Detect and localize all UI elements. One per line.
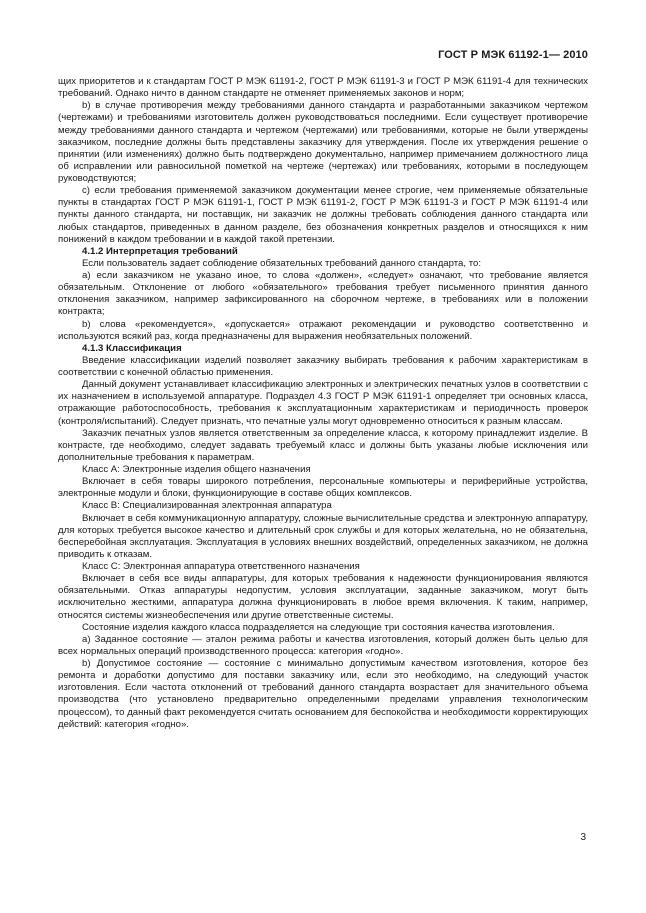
paragraph: Заказчик печатных узлов является ответственным за определение класса, к которому принадлежит изделие. В контрасте, где необходимо, следует задавать требуемый класс и должны быть указаны любые исключения или дополнительные требования к параметрам. — [58, 427, 588, 463]
section-heading: 4.1.2 Интерпретация требований — [82, 245, 238, 257]
document-header: ГОСТ Р МЭК 61192-1— 2010 — [438, 49, 588, 61]
document-body — [58, 76, 588, 731]
paragraph: Включает в себя все виды аппаратуры, для которых требования к надежности функционирования являются обязательными. Отказ аппаратуры недопустим, условия эксплуатации, заданные заказчиком, могут быть исключительно жесткими, аппаратура должна функционировать в любое время включения. К таким, например, относятся системы жизнеобеспечения или другие ответственные системы. — [58, 573, 588, 621]
paragraph: a) если заказчиком не указано иное, то слова «должен», «следует» означают, что требование является обязательным. Отклонение от любого «обязательного» требования требует письменного принятия данного отклонения заказчиком, например зафиксированного на сборочном чертеже, в требованиях или в положении контракта; — [58, 270, 588, 318]
paragraph: Класс А: Электронные изделия общего назначения — [82, 464, 311, 475]
paragraph: Включает в себя коммуникационную аппаратуру, сложные вычислительные средства и электронную аппаратуру, для которых требуется высокое качество и длительный срок службы и для которых желательна, но не обязательна, бесперебойная эксплуатация. Эксплуатация в условиях внешних воздействий, определенных заказчиком, не должна приводить к отказам. — [58, 512, 588, 560]
paragraph: Введение классификации изделий позволяет заказчику выбирать требования к рабочим характеристикам в соответствии с конечной областью применения. — [58, 354, 588, 378]
paragraph: a) Заданное состояние — эталон режима работы и качества изготовления, который должен быть целью для всех нормальных операций производственного процесса: категория «годно». — [58, 633, 588, 657]
paragraph: Данный документ устанавливает классификацию электронных и электрических печатных узлов в соответствии с их назначением в используемой аппаратуре. Подраздел 4.3 ГОСТ Р МЭК 61191-1 определяет три основных класса, отражающие работоспособность, требования к эксплуатационным характеристикам и периодичность проверок (контроля/испытаний). Следует признать, что печатные узлы могут одновременно относиться к разным классам. — [58, 379, 588, 427]
section-heading: 4.1.3 Классификация — [82, 342, 182, 354]
paragraph: Включает в себя товары широкого потребления, персональные компьютеры и периферийные устройства, электронные модули и блоки, функционирующие в составе общих комплексов. — [58, 476, 588, 500]
paragraph: c) если требования применяемой заказчиком документации менее строгие, чем применяемые обязательные пункты в стандартах ГОСТ Р МЭК 61191-1, ГОСТ Р МЭК 61191-2, ГОСТ Р МЭК 61191-3 и ГОСТ Р МЭК 61191-4 или пункты данного стандарта, ни поставщик, ни заказчик не должны требовать соблюдения данного стандарта или любых стандартов, приведенных в данном разделе, без обозначения конкретных разделов и относящихся к ним понижений в каждом требовании и в каждой такой претензии. — [58, 185, 588, 245]
paragraph: Класс С: Электронная аппаратура ответственного назначения — [82, 561, 360, 572]
paragraph: Если пользователь задает соблюдение обязательных требований данного стандарта, то: — [82, 257, 482, 269]
paragraph: b) Допустимое состояние — состояние с минимально допустимым качеством изготовления, которое без ремонта и доработки допустимо для поставки заказчику или, если это необходимо, на следующий участок изготовления. Если частота отклонений от требований данного стандарта возрастает для значительного объема производства (что установлено предварительно определенными пределами управления технологическим процессом), то данный факт рекомендуется считать основанием для беспокойства и необходимости корректирующих действий: категория «годно». — [58, 658, 588, 730]
page-number: 3 — [580, 832, 586, 843]
paragraph: Состояние изделия каждого класса подразделяется на следующие три состояния качества изготовления. — [82, 621, 555, 633]
paragraph: b) в случае противоречия между требованиями данного стандарта и разработанными заказчиком чертежом (чертежами) и требованиями изготовитель должен руководствоваться последними. Если существует противоречие между требованиями данного стандарта и чертежом (чертежами) или требованиями, которые не были утверждены заказчиком, последние должны быть представлены заказчику для утверждения. После их утверждения решение о принятии (или изменениях) должно быть подтверждено документально, например примечанием должностного лица об исправлении или равносильной пометкой на чертеже (чертежах) или требованиях, которыми в последующем руководствуются; — [58, 100, 588, 184]
paragraph: щих приоритетов и к стандартам ГОСТ Р МЭК 61191-2, ГОСТ Р МЭК 61191-3 и ГОСТ Р МЭК 61191-4 для технических требований. Однако ничто в данном стандарте не отменяет применяемых законов и норм; — [58, 76, 588, 100]
paragraph: Класс В: Специализированная электронная аппаратура — [82, 500, 332, 512]
paragraph: b) слова «рекомендуется», «допускается» отражают рекомендации и руководство соответственно и используются всякий раз, когда предназначены для выражения необязательных положений. — [58, 318, 588, 342]
